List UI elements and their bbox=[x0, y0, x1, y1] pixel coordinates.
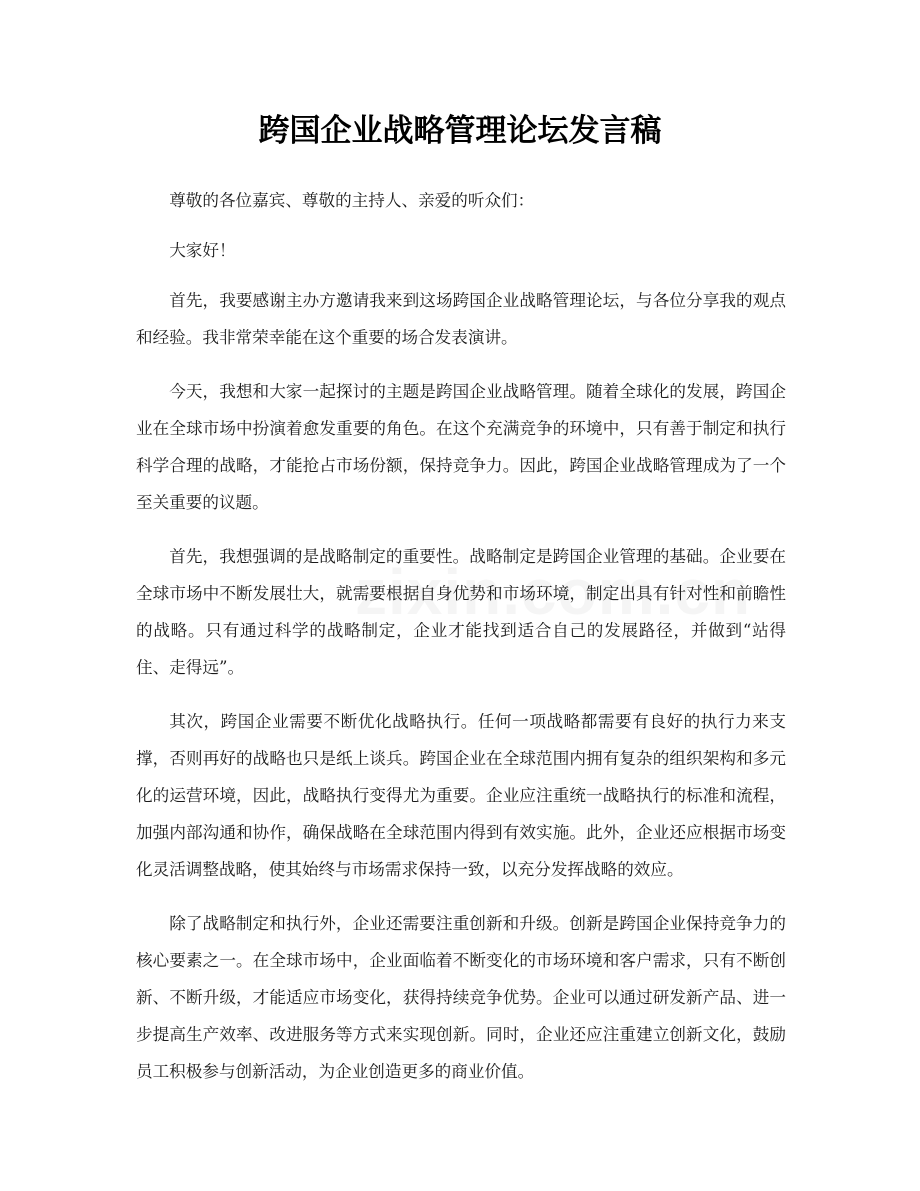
document-body bbox=[136, 182, 786, 1107]
body-paragraph: 除了战略制定和执行外，企业还需要注重创新和升级。创新是跨国企业保持竞争力的核心要素之一。在全球市场中，企业面临着不断变化的市场环境和客户需求，只有不断创新、不断升级，才能适应市场变化，获得持续竞争优势。企业可以通过研发新产品、进一步提高生产效率、改进服务等方式来实现创新。同时，企业还应注重建立创新文化，鼓励员工积极参与创新活动，为企业创造更多的商业价值。 bbox=[136, 914, 786, 1081]
body-paragraph: 首先，我想强调的是战略制定的重要性。战略制定是跨国企业管理的基础。企业要在全球市场中不断发展壮大，就需要根据自身优势和市场环境，制定出具有针对性和前瞻性的战略。只有通过科学的战略制定，企业才能找到适合自己的发展路径，并做到“站得住、走得远”。 bbox=[136, 547, 786, 677]
body-paragraph: 首先，我要感谢主办方邀请我来到这场跨国企业战略管理论坛，与各位分享我的观点和经验。我非常荣幸能在这个重要的场合发表演讲。 bbox=[136, 291, 786, 347]
greeting-paragraph: 大家好！ bbox=[169, 241, 236, 260]
body-paragraph: 其次，跨国企业需要不断优化战略执行。任何一项战略都需要有良好的执行力来支撑，否则再好的战略也只是纸上谈兵。跨国企业在全球范围内拥有复杂的组织架构和多元化的运营环境，因此，战略执行变得尤为重要。企业应注重统一战略执行的标准和流程，加强内部沟通和协作，确保战略在全球范围内得到有效实施。此外，企业还应根据市场变化灵活调整战略，使其始终与市场需求保持一致，以充分发挥战略的效应。 bbox=[136, 712, 786, 879]
document-title: 跨国企业战略管理论坛发言稿 bbox=[258, 113, 662, 149]
salutation-paragraph: 尊敬的各位嘉宾、尊敬的主持人、亲爱的听众们： bbox=[169, 191, 535, 210]
body-paragraph: 今天，我想和大家一起探讨的主题是跨国企业战略管理。随着全球化的发展，跨国企业在全球市场中扮演着愈发重要的角色。在这个充满竞争的环境中，只有善于制定和执行科学合理的战略，才能抢占市场份额，保持竞争力。因此，跨国企业战略管理成为了一个至关重要的议题。 bbox=[136, 382, 786, 512]
